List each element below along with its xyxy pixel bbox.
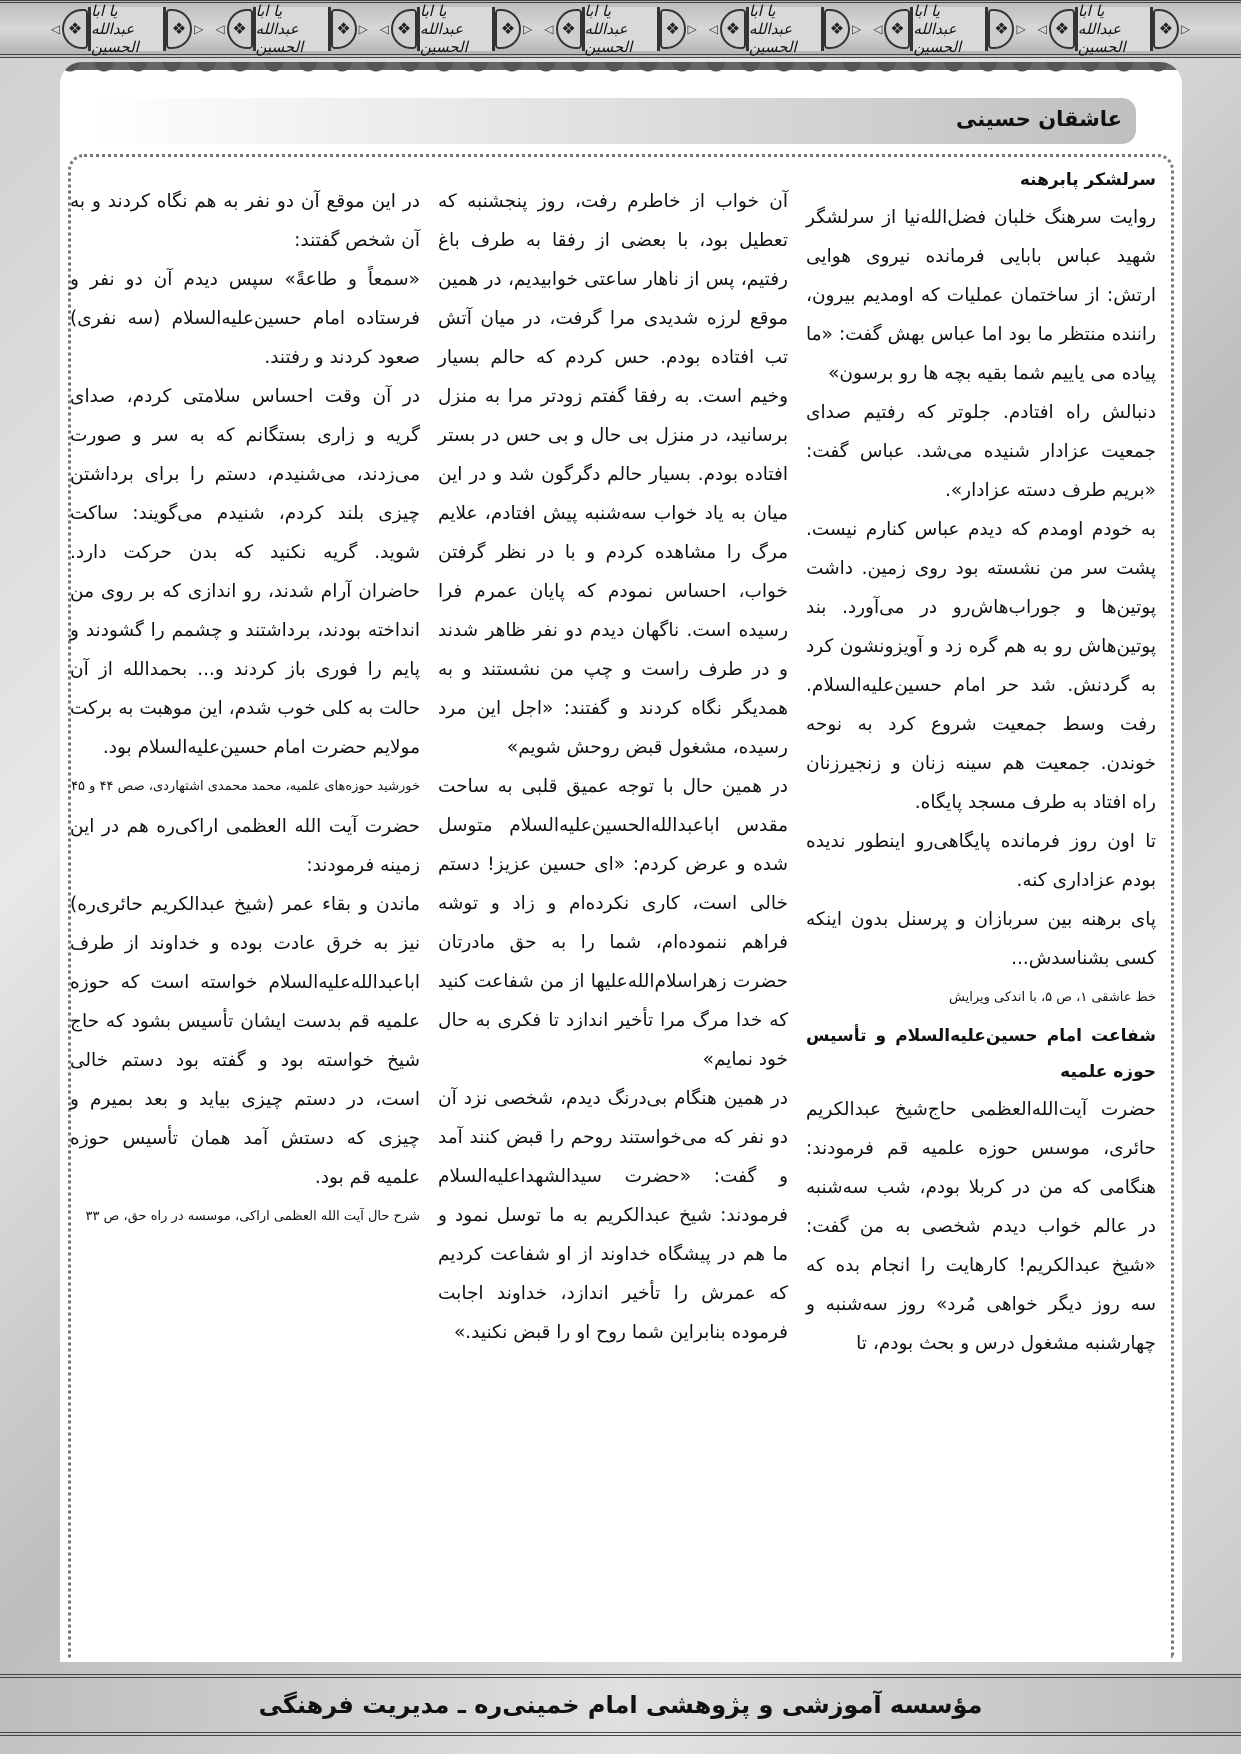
- arrow-ornament-icon: ◁: [873, 21, 883, 36]
- footer-banner: [0, 1674, 1241, 1736]
- paragraph: در همین حال با توجه عمیق قلبی به ساحت مقدس اباعبدالله‌الحسین‌علیه‌السلام متوسل شده و عرض کردم: «ای حسین عزیز! دستم خالی است، کاری نکرده‌ام و زاد و توشه فراهم ننموده‌ام، شما را به حق مادرتان حضرت زهراسلام‌الله‌علیها از من شفاعت کنید که خدا مرگ مرا تأخیر اندازد تا فکری به حال خود نمایم»: [438, 776, 788, 1070]
- arrow-ornament-icon: ◁: [708, 21, 718, 36]
- arrow-ornament-icon: ▷: [358, 21, 368, 36]
- content-panel: [60, 62, 1182, 1662]
- calligraphy-plaque: یا ابا عبدالله الحسین: [417, 7, 495, 51]
- arrow-ornament-icon: ◁: [50, 21, 61, 36]
- arrow-ornament-icon: ▷: [851, 21, 862, 36]
- article-heading: شفاعت امام حسین‌علیه‌السلام و تأسیس حوزه علمیه: [806, 1026, 1156, 1082]
- banner-tile: [871, 1, 1027, 56]
- paragraph: حضرت آیت‌الله‌العظمی حاج‌شیخ عبدالکریم حائری، موسس حوزه علمیه قم فرمودند: هنگامی که من در کربلا بودم، شب سه‌شنبه در عالم خواب دیدم شخصی به من گفت: «شیخ عبدالکریم! کارهایت را انجام بده که سه روز دیگر خواهی مُرد» روز سه‌شنبه و چهارشنبه مشغول درس و بحث بودم، تا: [806, 1099, 1156, 1354]
- arrow-ornament-icon: ◁: [1037, 21, 1047, 36]
- paragraph: در این موقع آن دو نفر به هم نگاه کردند و به آن شخص گفتند:: [70, 191, 420, 251]
- arrow-ornament-icon: ▷: [1016, 21, 1026, 36]
- arabesque-ornament-icon: ❖: [495, 9, 521, 49]
- arabesque-ornament-icon: ❖: [1049, 9, 1075, 49]
- calligraphy-plaque: یا ابا عبدالله الحسین: [746, 7, 824, 51]
- arrow-ornament-icon: ▷: [523, 21, 533, 36]
- arabesque-ornament-icon: ❖: [824, 9, 850, 49]
- calligraphy-plaque: یا ابا عبدالله الحسین: [582, 7, 660, 51]
- calligraphy-plaque: یا ابا عبدالله الحسین: [910, 7, 988, 51]
- arrow-ornament-icon: ▷: [1180, 21, 1191, 36]
- source-citation: خورشید حوزه‌های علمیه، محمد محمدی اشتهاردی، صص ۴۴ و ۴۵: [71, 779, 420, 794]
- arrow-ornament-icon: ▷: [194, 21, 204, 36]
- paragraph: دنبالش راه افتادم. جلوتر که رفتیم صدای جمعیت عزادار شنیده می‌شد. عباس گفت: «بریم طرف دسته عزادار».: [806, 402, 1156, 501]
- arabesque-ornament-icon: ❖: [166, 9, 192, 49]
- arabesque-ornament-icon: ❖: [1153, 9, 1179, 49]
- paragraph: تا اون روز فرمانده پایگاهی‌رو اینطور ندیده بودم عزاداری کنه.: [806, 831, 1156, 891]
- source-citation: شرح حال آیت الله العظمی اراکی، موسسه در راه حق، ص ۳۳: [85, 1209, 420, 1224]
- arabesque-ornament-icon: ❖: [660, 9, 686, 49]
- source-citation: خط عاشقی ۱، ص ۵، با اندکی ویرایش: [949, 990, 1156, 1005]
- column-middle: [438, 182, 788, 1352]
- section-header: [92, 98, 1136, 144]
- article-heading: سرلشکر پابرهنه: [1019, 170, 1156, 190]
- paragraph: حضرت آیت الله العظمی اراکی‌ره هم در این زمینه فرمودند:: [70, 816, 420, 876]
- banner-tile: [49, 1, 205, 56]
- banner-tile: [707, 1, 863, 56]
- arrow-ornament-icon: ◁: [544, 21, 554, 36]
- arabesque-ornament-icon: ❖: [227, 9, 253, 49]
- calligraphy-plaque: یا ابا عبدالله الحسین: [253, 7, 331, 51]
- paragraph: پای برهنه بین سربازان و پرسنل بدون اینکه کسی بشناسدش...: [806, 909, 1156, 969]
- drip-ornament: [60, 62, 1182, 86]
- paragraph: روایت سرهنگ خلبان فضل‌الله‌نیا از سرلشگر شهید عباس بابایی فرمانده نیروی هوایی ارتش: از ساختمان عملیات که اومدیم بیرون، راننده منتظر ما بود اما عباس بهش گفت: «ما پیاده می یاییم شما بقیه بچه ها رو برسون»: [806, 207, 1156, 384]
- calligraphy-plaque: یا ابا عبدالله الحسین: [88, 7, 166, 51]
- calligraphy-plaque: یا ابا عبدالله الحسین: [1075, 7, 1153, 51]
- arabesque-ornament-icon: ❖: [556, 9, 582, 49]
- arabesque-ornament-icon: ❖: [884, 9, 910, 49]
- banner-tile: [213, 1, 369, 56]
- column-right: [806, 162, 1156, 1363]
- paragraph: «سمعاً و طاعةً» سپس دیدم آن دو نفر و فرستاده امام حسین‌علیه‌السلام (سه نفری) صعود کردند و رفتند.: [70, 269, 420, 368]
- column-left: [70, 182, 420, 1237]
- arabesque-ornament-icon: ❖: [720, 9, 746, 49]
- arabesque-ornament-icon: ❖: [988, 9, 1014, 49]
- paragraph: در آن وقت احساس سلامتی کردم، صدای گریه و زاری بستگانم که به سر و صورت می‌زدند، می‌شنیدم، دستم را برای برداشتن چیزی بلند کردم، شنیدم می‌گویند: ساکت شوید. گریه نکنید که بدن حرکت دارد. حاضران آرام شدند، رو اندازی که بر روی من انداخته بودند، برداشتند و چشمم را گشودند و پایم را فوری باز کردند و... بحمدالله از آن حالت به کلی خوب شدم، این موهبت به برکت مولایم حضرت امام حسین‌علیه‌السلام بود.: [70, 386, 420, 758]
- banner-tile: [1036, 1, 1192, 56]
- paragraph: در همین هنگام بی‌درنگ دیدم، شخصی نزد آن دو نفر که می‌خواستند روحم را قبض کنند آمد و گفت: «حضرت سیدالشهداعلیه‌السلام فرمودند: شیخ عبدالکریم به ما توسل نمود و ما هم در پیشگاه خداوند از او شفاعت کردیم که عمرش را تأخیر اندازد، خداوند اجابت فرموده بنابراین شما روح او را قبض نکنید.»: [438, 1088, 788, 1343]
- arabesque-ornament-icon: ❖: [331, 9, 357, 49]
- paragraph: ماندن و بقاء عمر (شیخ عبدالکریم حائری‌ره) نیز به خرق عادت بوده و خداوند از طرف اباعبدالله‌علیه‌السلام خواسته است که حوزه علمیه قم بدست ایشان تأسیس بشود که حاج شیخ خواسته بود و گفته بود دستم خالی است، در دستم چیزی بیاید و بعد بمیرم و چیزی که دستش آمد همان تأسیس حوزه علمیه قم بود.: [70, 894, 420, 1188]
- arabesque-ornament-icon: ❖: [62, 9, 88, 49]
- paragraph: به خودم اومدم که دیدم عباس کنارم نیست. پشت سر من نشسته بود روی زمین. داشت پوتین‌ها و جوراب‌هاش‌رو در می‌آورد. بند پوتین‌هاش رو به هم گره زد و آویزونشون کرد به گردنش. شد حر امام حسین‌علیه‌السلام. رفت وسط جمعیت شروع کرد به نوحه خوندن. جمعیت هم سینه زنان و زنجیرزنان راه افتاد به طرف مسجد پایگاه.: [806, 519, 1156, 813]
- section-title: عاشقان حسینی: [955, 107, 1122, 131]
- banner-tile: [542, 1, 698, 56]
- paragraph: آن خواب از خاطرم رفت، روز پنجشنبه که تعطیل بود، با بعضی از رفقا به طرف باغ رفتیم، پس از ناهار ساعتی خوابیدیم، در همین موقع لرزه شدیدی مرا گرفت، در میان آتش تب افتاده بودم. حس کردم که حالم بسیار وخیم است. به رفقا گفتم زودتر مرا به منزل برسانید، در منزل بی حال و بی حس در بستر افتاده بودم. بسیار حالم دگرگون شد و در این میان به یاد خواب سه‌شنبه پیش افتادم، علایم مرگ را مشاهده کردم و با در نظر گرفتن خواب، احساس نمودم که پایان عمرم فرا رسیده است. ناگهان دیدم دو نفر ظاهر شدند و در طرف راست و چپ من نشستند و به همدیگر نگاه کردند و گفتند: «اجل این مرد رسیده، مشغول قبض روحش شویم»: [438, 191, 788, 758]
- arabesque-ornament-icon: ❖: [391, 9, 417, 49]
- banner-tile: [378, 1, 534, 56]
- arrow-ornament-icon: ◁: [379, 21, 390, 36]
- arrow-ornament-icon: ▷: [687, 21, 697, 36]
- top-ornamental-banner: [0, 0, 1241, 58]
- footer-publisher: مؤسسه آموزشی و پژوهشی امام خمینی‌ره ـ مدیریت فرهنگی: [258, 1691, 983, 1719]
- arrow-ornament-icon: ◁: [215, 21, 225, 36]
